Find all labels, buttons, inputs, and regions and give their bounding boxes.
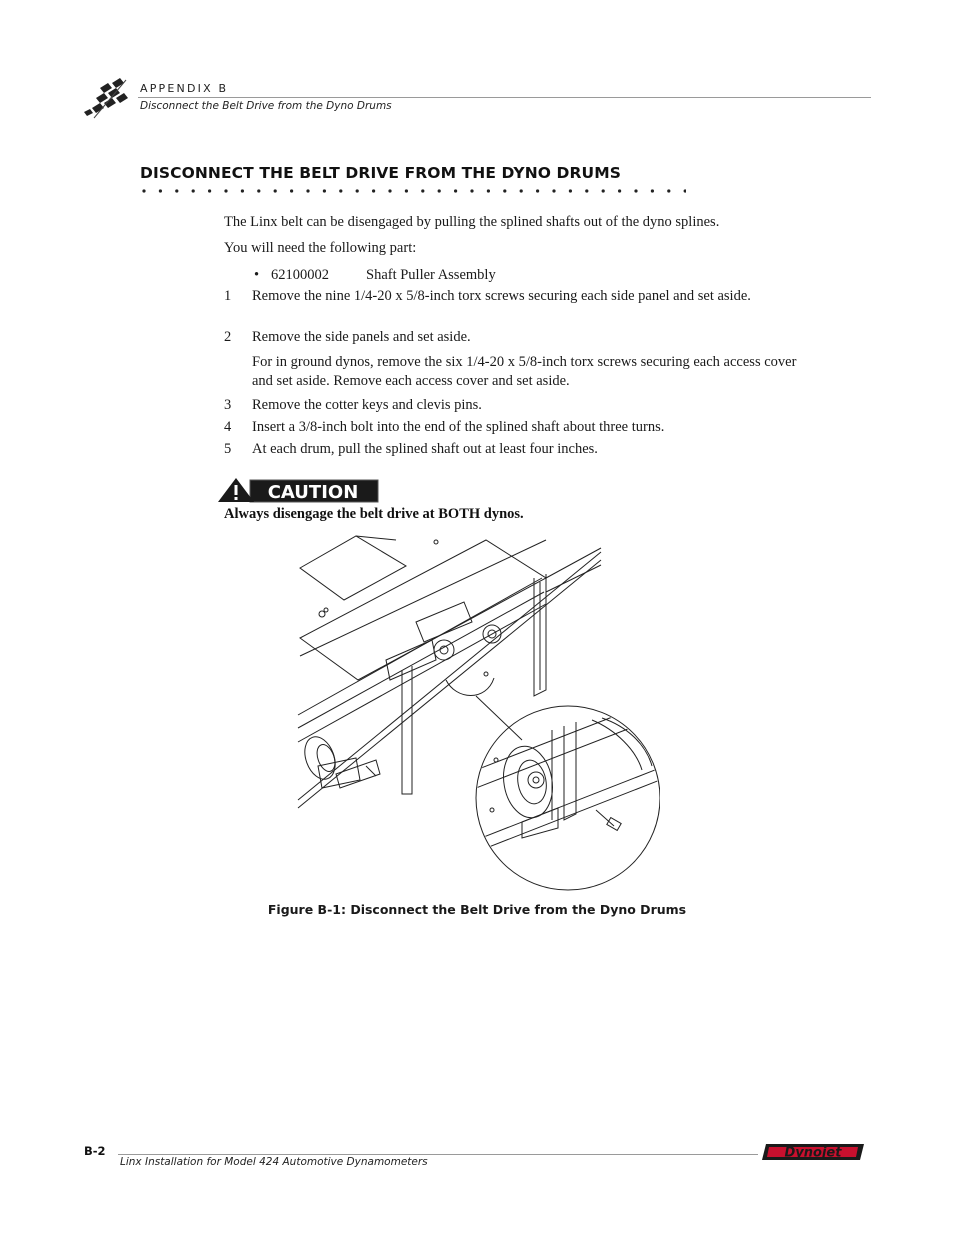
rule-dot	[438, 189, 441, 192]
footer-document-title: Linx Installation for Model 424 Automotive Dynamometers	[120, 1156, 428, 1168]
intro-paragraph: The Linx belt can be disengaged by pulling the splined shafts out of the dyno splines.	[224, 214, 720, 230]
step-text: At each drum, pull the splined shaft out at least four inches.	[252, 441, 598, 457]
step-number: 4	[224, 419, 232, 435]
footer-rule	[118, 1154, 758, 1155]
header-rule	[138, 97, 871, 98]
rule-dot	[602, 189, 605, 192]
section-title: DISCONNECT THE BELT DRIVE FROM THE DYNO DRUMS	[140, 164, 622, 182]
step-number: 5	[224, 441, 232, 457]
title-dotted-rule	[141, 188, 686, 194]
figure-caption: Figure B-1: Disconnect the Belt Drive from the Dyno Drums	[267, 902, 687, 917]
rule-dot	[667, 189, 670, 192]
step-note: For in ground dynos, remove the six 1/4-20 x 5/8-inch torx screws securing each access cover and set aside. Remove each access cover and set aside.	[252, 354, 797, 389]
step-text: Remove the side panels and set aside.	[252, 329, 471, 345]
rule-dot	[585, 189, 588, 192]
warning-triangle-icon	[218, 478, 254, 502]
rule-dot	[684, 189, 686, 192]
running-header-subtitle: Disconnect the Belt Drive from the Dyno Drums	[140, 100, 392, 112]
logo-lettering: Dynojet	[784, 1145, 842, 1161]
rule-dot	[241, 189, 244, 192]
rule-dot	[520, 189, 523, 192]
step-text: Remove the cotter keys and clevis pins.	[252, 397, 482, 413]
rule-dot	[536, 189, 539, 192]
rule-dot	[454, 189, 457, 192]
need-parts-text: You will need the following part:	[224, 240, 417, 256]
part-bullet: •	[254, 267, 260, 283]
step-text: Remove the nine 1/4-20 x 5/8-inch torx screws securing each side panel and set aside.	[252, 288, 751, 304]
caution-text: Always disengage the belt drive at BOTH dynos.	[224, 506, 524, 522]
dynojet-logo	[760, 1142, 866, 1162]
step-number: 3	[224, 397, 232, 413]
rule-dot	[388, 189, 391, 192]
caution-banner	[214, 477, 380, 503]
rule-dot	[274, 189, 277, 192]
rule-dot	[323, 189, 326, 192]
rule-dot	[339, 189, 342, 192]
page-number: B-2	[84, 1144, 106, 1158]
rule-dot	[569, 189, 572, 192]
step-number: 2	[224, 329, 232, 345]
rule-dot	[470, 189, 473, 192]
checkered-flag-icon	[80, 76, 134, 120]
part-number: 62100002	[271, 267, 329, 283]
rule-dot	[192, 189, 195, 192]
rule-dot	[421, 189, 424, 192]
rule-dot	[405, 189, 408, 192]
rule-dot	[208, 189, 211, 192]
rule-dot	[487, 189, 490, 192]
rule-dot	[290, 189, 293, 192]
belt-drive-illustration	[296, 530, 660, 906]
rule-dot	[552, 189, 555, 192]
rule-dot	[356, 189, 359, 192]
rule-dot	[257, 189, 260, 192]
rule-dot	[224, 189, 227, 192]
appendix-label: APPENDIX B	[140, 82, 229, 95]
rule-dot	[634, 189, 637, 192]
rule-dot	[142, 189, 145, 192]
rule-dot	[618, 189, 621, 192]
step-text: Insert a 3/8-inch bolt into the end of the splined shaft about three turns.	[252, 419, 665, 435]
rule-dot	[159, 189, 162, 192]
part-name: Shaft Puller Assembly	[366, 267, 496, 283]
rule-dot	[651, 189, 654, 192]
rule-dot	[306, 189, 309, 192]
step-number: 1	[224, 288, 232, 304]
rule-dot	[503, 189, 506, 192]
rule-dot	[372, 189, 375, 192]
rule-dot	[175, 189, 178, 192]
caution-label: CAUTION	[267, 482, 359, 503]
